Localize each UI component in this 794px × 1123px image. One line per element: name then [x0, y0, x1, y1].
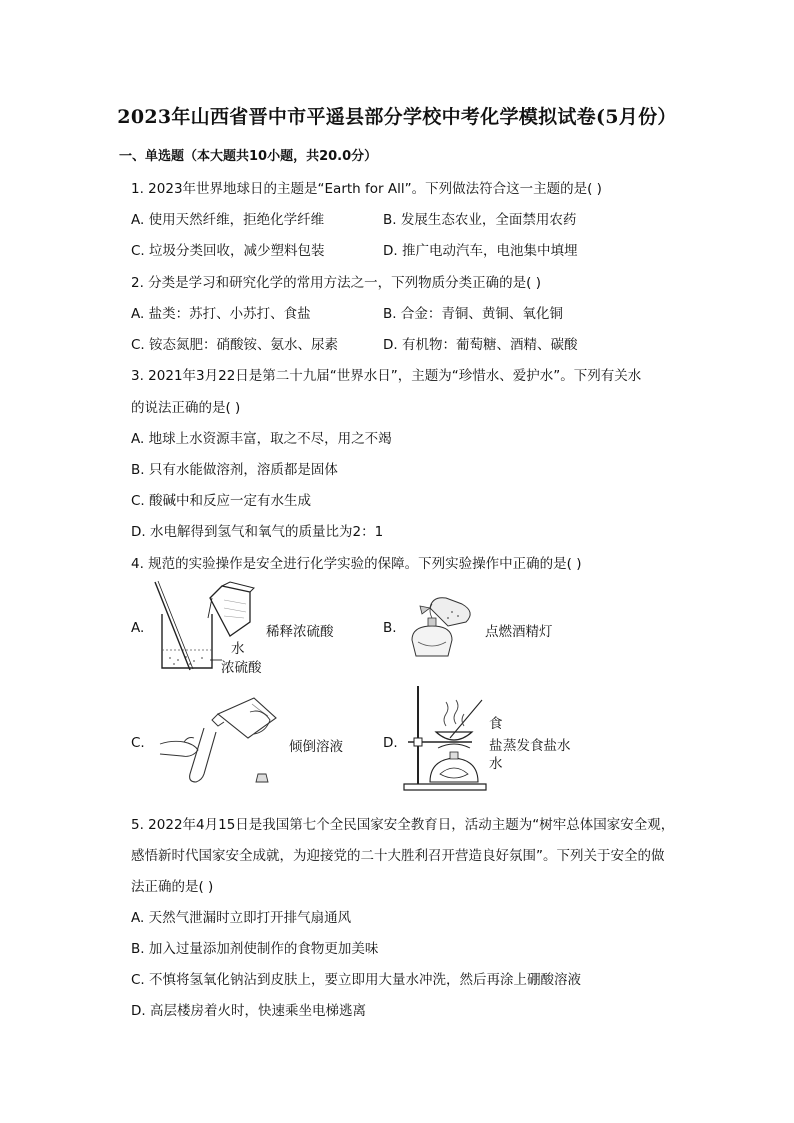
question-4-option-d: D. [383, 735, 398, 751]
question-4-stem: 4. 规范的实验操作是安全进行化学实验的保障。下列实验操作中正确的是( ) [131, 556, 582, 572]
question-3-option-b: B. 只有水能做溶剂，溶质都是固体 [131, 462, 338, 478]
exam-title: 2023年山西省晋中市平遥县部分学校中考化学模拟试卷(5月份） [117, 106, 677, 128]
question-2-option-a: A. 盐类：苏打、小苏打、食盐 [131, 306, 311, 322]
question-5-stem-line-3: 法正确的是( ) [131, 879, 214, 895]
question-5-option-b: B. 加入过量添加剂使制作的食物更加美味 [131, 941, 379, 957]
question-5-stem-line-2: 感悟新时代国家安全成就，为迎接党的二十大胜利召开营造良好氛围”。下列关于安全的做 [131, 848, 665, 864]
label-yan: 盐 [489, 738, 503, 754]
question-4-option-b: B. [383, 620, 397, 636]
question-1-option-c: C. 垃圾分类回收，减少塑料包装 [131, 243, 325, 259]
caption-light-lamp: 点燃酒精灯 [485, 624, 553, 640]
question-1-option-b: B. 发展生态农业，全面禁用农药 [383, 212, 577, 228]
question-5-option-d: D. 高层楼房着火时，快速乘坐电梯逃离 [131, 1003, 366, 1019]
question-1-option-d: D. 推广电动汽车，电池集中填埋 [383, 243, 578, 259]
evaporation-setup-figure [400, 682, 490, 794]
caption-evaporate-salt-water: 蒸发食盐水 [503, 738, 571, 754]
question-2-option-c: C. 铵态氮肥：硝酸铵、氨水、尿素 [131, 337, 339, 353]
question-1-stem: 1. 2023年世界地球日的主题是“Earth for All”。下列做法符合这一主题的是( ) [131, 181, 602, 197]
caption-dilute-acid: 稀释浓硫酸 [266, 624, 334, 640]
section-heading: 一、单选题（本大题共10小题，共20.0分） [119, 149, 378, 164]
pouring-solution-figure [158, 692, 288, 788]
question-3-option-c: C. 酸碱中和反应一定有水生成 [131, 493, 312, 509]
label-shui: 水 [489, 756, 503, 772]
alcohol-lamp-figure [402, 592, 482, 662]
question-1-option-a: A. 使用天然纤维，拒绝化学纤维 [131, 212, 325, 228]
question-4-option-c: C. [131, 735, 145, 751]
label-shi: 食 [489, 716, 503, 732]
question-3-stem-line-2: 的说法正确的是( ) [131, 400, 241, 416]
question-5-option-a: A. 天然气泄漏时立即打开排气扇通风 [131, 910, 352, 926]
label-concentrated-acid: 浓硫酸 [221, 660, 262, 676]
question-3-option-d: D. 水电解得到氢气和氧气的质量比为2：1 [131, 524, 384, 540]
question-4-option-a: A. [131, 620, 145, 636]
question-2-stem: 2. 分类是学习和研究化学的常用方法之一，下列物质分类正确的是( ) [131, 275, 541, 291]
question-2-option-b: B. 合金：青铜、黄铜、氧化铜 [383, 306, 563, 322]
question-3-option-a: A. 地球上水资源丰富，取之不尽，用之不竭 [131, 431, 392, 447]
question-2-option-d: D. 有机物：葡萄糖、酒精、碳酸 [383, 337, 578, 353]
label-water: 水 [231, 641, 245, 657]
caption-pour-solution: 倾倒溶液 [289, 739, 343, 755]
question-5-stem-line-1: 5. 2022年4月15日是我国第七个全民国家安全教育日，活动主题为“树牢总体国家安全观， [131, 817, 675, 833]
question-3-stem-line-1: 3. 2021年3月22日是第二十九届“世界水日”，主题为“珍惜水、爱护水”。下列有关水 [131, 368, 642, 384]
question-5-option-c: C. 不慎将氢氧化钠沾到皮肤上，要立即用大量水冲洗，然后再涂上硼酸溶液 [131, 972, 582, 988]
